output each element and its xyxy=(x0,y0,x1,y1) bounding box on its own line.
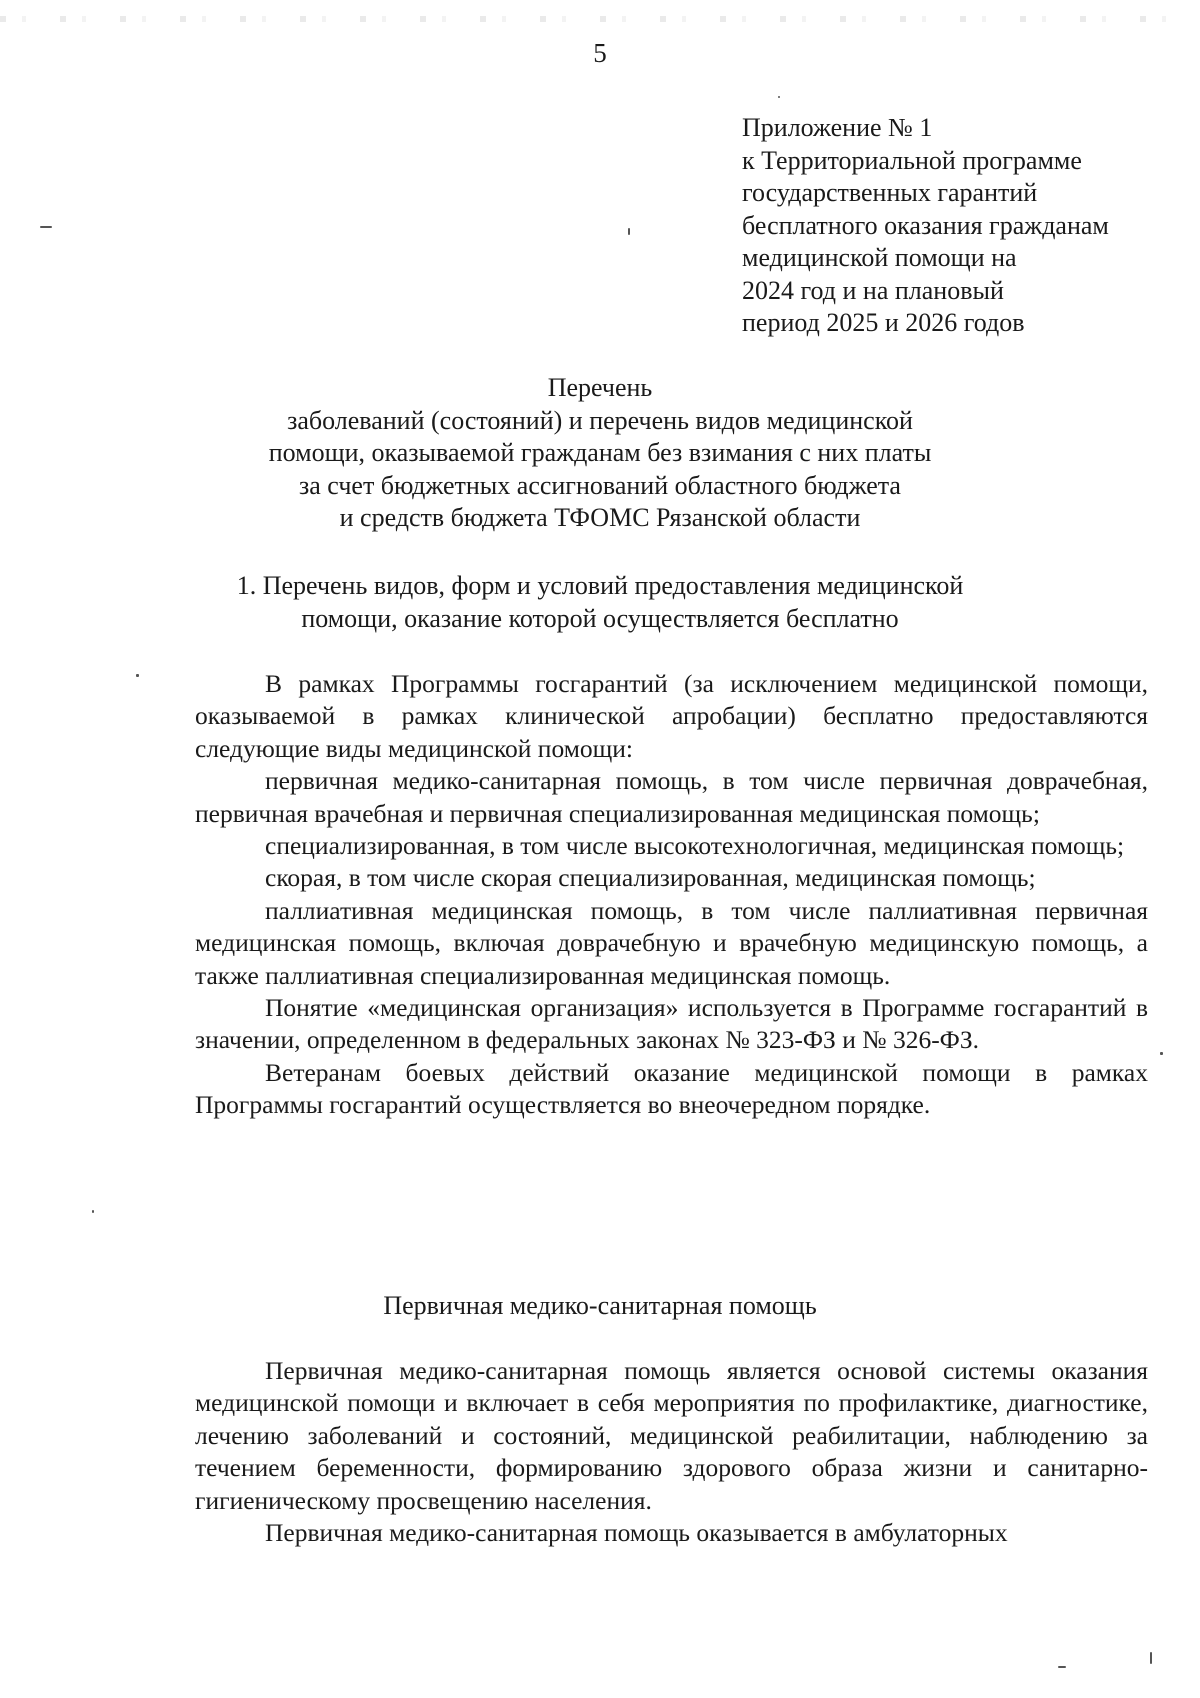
paragraph: паллиативная медицинская помощь, в том числе паллиативная первичная медицинская помощь, включая доврачебную и врачебную медицинскую помощь, а также паллиативная специализированная медицинская помощь. xyxy=(195,895,1148,990)
paragraph: В рамках Программы госгарантий (за исключением медицинской помощи, оказываемой в рамках клинической апробации) бесплатно предоставляются следующие виды медицинской помощи: xyxy=(195,669,1148,763)
subsection-body xyxy=(195,1355,1148,1549)
appendix-line: к Территориальной программе xyxy=(742,145,1082,175)
appendix-line: период 2025 и 2026 годов xyxy=(742,308,1025,337)
paragraph: Первичная медико-санитарная помощь является основой системы оказания медицинской помощи и включает в себя мероприятия по профилактике, диагностике, лечению заболеваний и состояний, медицинской реабилитации, наблюдению за течением беременности, формированию здорового образа жизни и санитарно-гигиеническому просвещению населения. xyxy=(195,1356,1148,1515)
section-heading-line: помощи, оказание которой осуществляется бесплатно xyxy=(301,603,899,633)
scan-speck xyxy=(136,674,139,677)
scan-speck xyxy=(1160,1052,1163,1055)
paragraph: Первичная медико-санитарная помощь оказывается в амбулаторных xyxy=(265,1518,1008,1548)
scan-speck xyxy=(778,96,780,98)
title-line: заболеваний (состояний) и перечень видов медицинской xyxy=(287,405,913,435)
appendix-note xyxy=(742,112,1162,340)
title-line: Перечень xyxy=(547,373,653,402)
scan-edge-noise xyxy=(0,16,1200,22)
appendix-line: Приложение № 1 xyxy=(742,113,933,142)
title-line: и средств бюджета ТФОМС Рязанской области xyxy=(339,503,861,532)
title-line: помощи, оказываемой гражданам без взимания с них платы xyxy=(268,438,932,467)
scan-speck xyxy=(92,1210,94,1213)
appendix-line: 2024 год и на плановый xyxy=(742,275,1004,305)
paragraph: Понятие «медицинская организация» используется в Программе госгарантий в значении, определенном в федеральных законах № 323-ФЗ и № 326-ФЗ. xyxy=(195,993,1148,1055)
section-body xyxy=(195,668,1148,1122)
scan-speck xyxy=(628,228,630,235)
scan-speck xyxy=(40,226,52,228)
appendix-line: бесплатного оказания гражданам xyxy=(742,210,1109,240)
appendix-line: государственных гарантий xyxy=(742,178,1038,207)
paragraph: Ветеранам боевых действий оказание медицинской помощи в рамках Программы госгарантий осуществляется во внеочередном порядке. xyxy=(195,1057,1148,1120)
title-line: за счет бюджетных ассигнований областного бюджета xyxy=(299,470,901,500)
paragraph: первичная медико-санитарная помощь, в том числе первичная доврачебная, первичная врачебная и первичная специализированная медицинская помощь; xyxy=(195,766,1148,828)
scan-speck xyxy=(1058,1666,1066,1668)
scan-speck xyxy=(1150,1652,1152,1664)
paragraph: специализированная, в том числе высокотехнологичная, медицинская помощь; xyxy=(265,831,1125,861)
section-heading xyxy=(0,570,1200,635)
appendix-line: медицинской помощи на xyxy=(742,243,1017,272)
document-title xyxy=(0,372,1200,535)
section-heading-line: 1. Перечень видов, форм и условий предоставления медицинской xyxy=(236,571,964,600)
subsection-heading: Первичная медико-санитарная помощь xyxy=(383,1291,817,1320)
paragraph: скорая, в том числе скорая специализированная, медицинская помощь; xyxy=(265,863,1036,893)
page-number: 5 xyxy=(593,38,607,68)
